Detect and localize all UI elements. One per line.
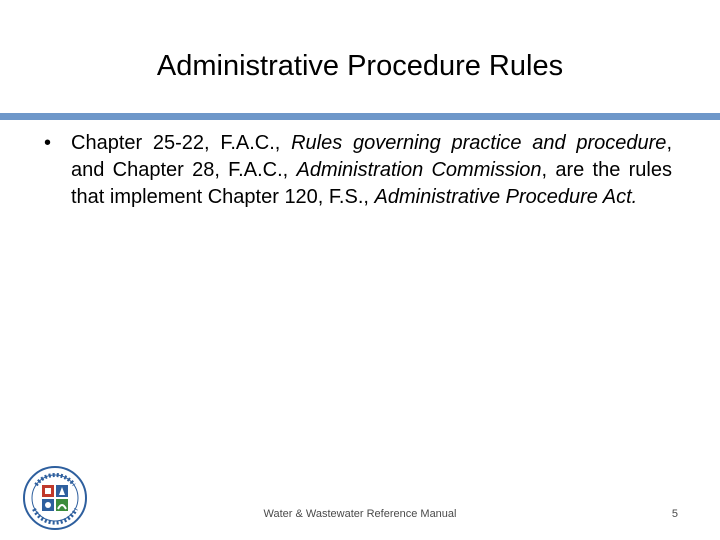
bullet-segment: , are the rules that implement Chapter 120, F.S., xyxy=(71,159,672,208)
bullet-list xyxy=(44,130,672,211)
florida-psc-seal-icon xyxy=(22,465,88,531)
title-divider xyxy=(0,113,720,120)
bullet-marker: • xyxy=(44,132,52,154)
bullet-segment-italic: Administrative Procedure Act. xyxy=(374,186,638,208)
bullet-text xyxy=(71,130,672,211)
page-number: 5 xyxy=(671,508,678,520)
slide-title: Administrative Procedure Rules xyxy=(156,50,564,82)
bullet-segment: , and Chapter 28, F.A.C., xyxy=(71,132,672,181)
bullet-segment-italic: Administration Commission xyxy=(296,159,542,181)
footer-text: Water & Wastewater Reference Manual xyxy=(263,508,457,520)
bullet-segment: Chapter 25-22, F.A.C., xyxy=(71,132,292,154)
bullet-segment-italic: Rules governing practice and procedure xyxy=(291,132,667,154)
